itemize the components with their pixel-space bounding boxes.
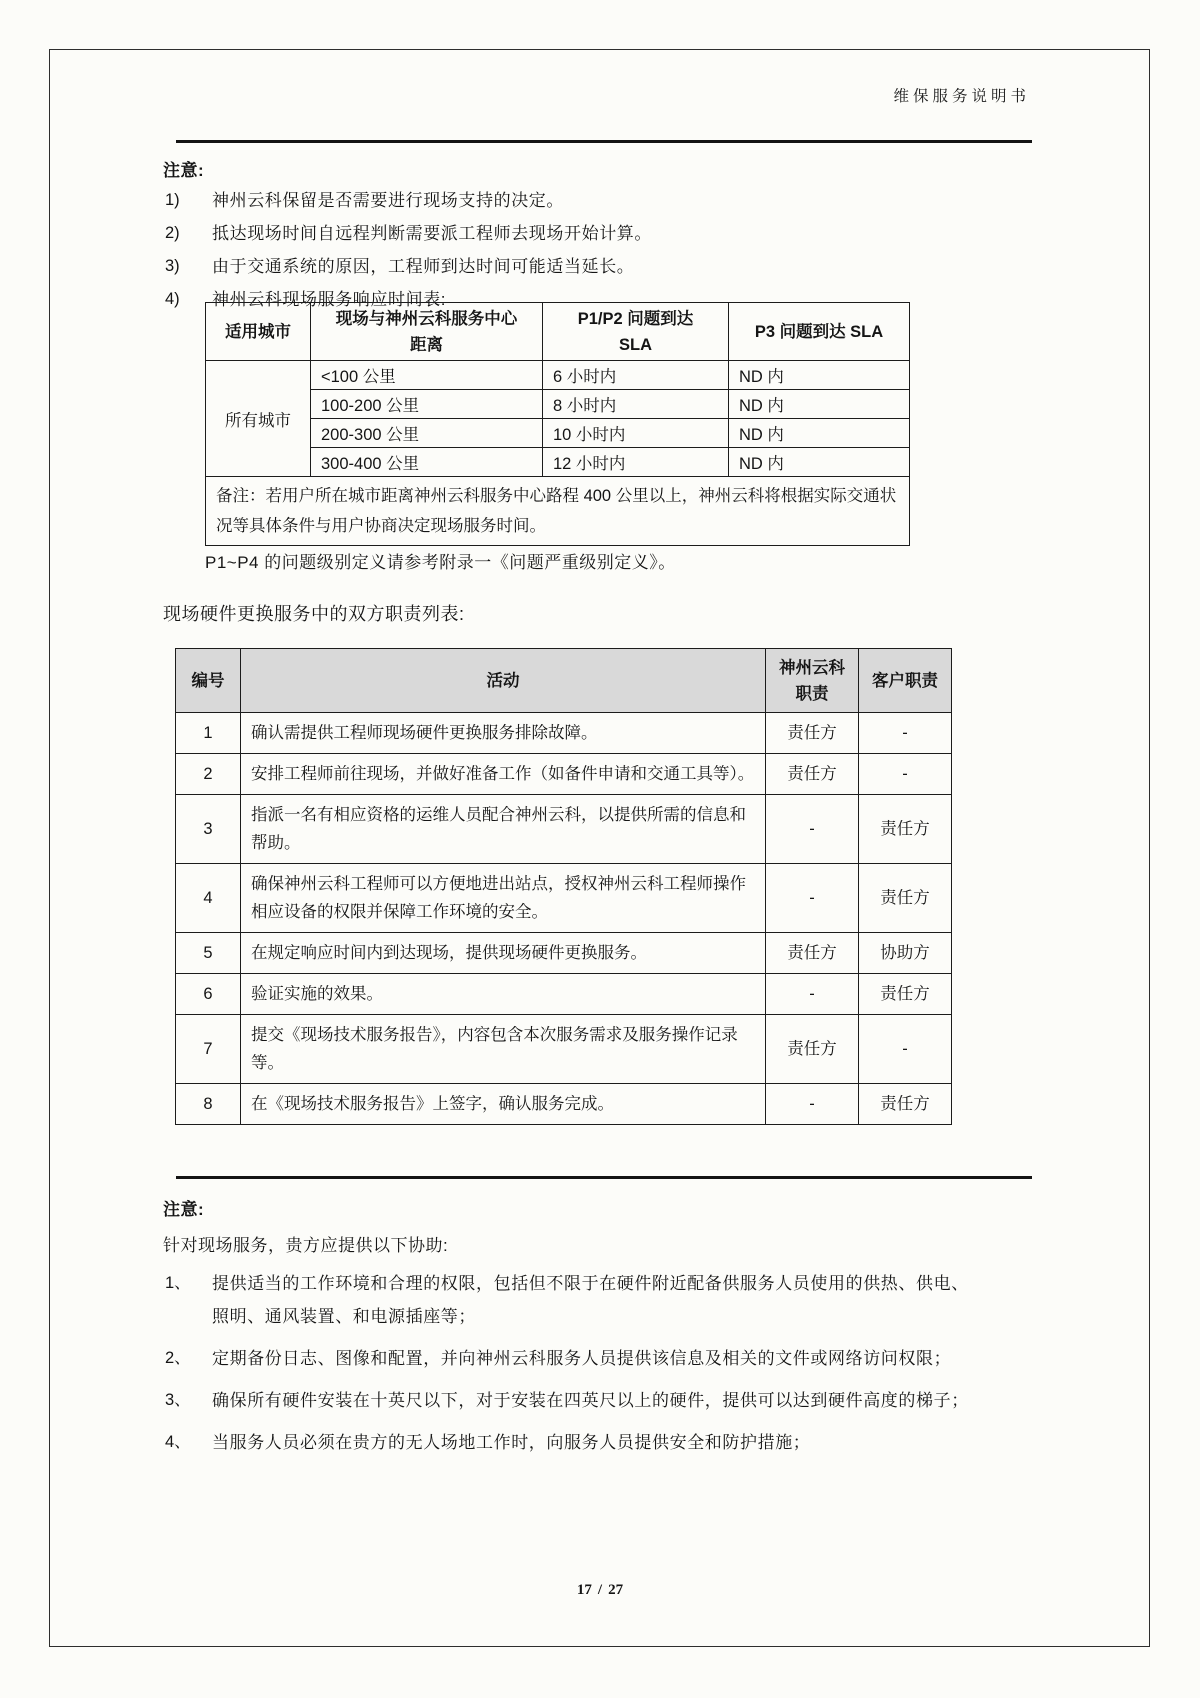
responsibility-table <box>175 648 952 1125</box>
activity-cell: 安排工程师前往现场，并做好准备工作（如备件申请和交通工具等）。 <box>241 754 766 795</box>
list-item-number: 4) <box>165 290 180 308</box>
list-item <box>165 184 652 217</box>
table-row <box>176 1015 952 1084</box>
list-item-number: 1) <box>165 191 180 209</box>
p12-sla-cell: 12 小时内 <box>543 448 729 477</box>
p12-sla-cell: 8 小时内 <box>543 390 729 419</box>
table-row <box>176 1084 952 1125</box>
page-number-separator: / <box>597 1582 603 1598</box>
list-item-text: 由于交通系统的原因，工程师到达时间可能适当延长。 <box>212 257 635 276</box>
p12-sla-cell: 6 小时内 <box>543 361 729 390</box>
sla-response-time-table <box>205 302 910 546</box>
row-number-cell: 3 <box>176 795 241 864</box>
list-item-number: 3、 <box>165 1391 191 1409</box>
table-row <box>176 795 952 864</box>
list-item-text: 抵达现场时间自远程判断需要派工程师去现场开始计算。 <box>212 224 652 243</box>
row-number-cell: 8 <box>176 1084 241 1125</box>
row-number-cell: 7 <box>176 1015 241 1084</box>
dc-responsibility-cell: 责任方 <box>766 933 859 974</box>
table-row <box>206 361 910 390</box>
table-row <box>176 754 952 795</box>
list-item-number: 3) <box>165 257 180 275</box>
customer-responsibility-cell: 责任方 <box>859 1084 952 1125</box>
p12-sla-cell: 10 小时内 <box>543 419 729 448</box>
column-header: 神州云科 职责 <box>766 649 859 713</box>
row-number-cell: 2 <box>176 754 241 795</box>
table-row <box>206 390 910 419</box>
priority-definition-note: P1~P4 的问题级别定义请参考附录一《问题严重级别定义》。 <box>205 553 676 572</box>
list-item-text: 提供适当的工作环境和合理的权限，包括但不限于在硬件附近配备供服务人员使用的供热、供电、照明、通风装置、和电源插座等； <box>212 1274 969 1326</box>
customer-responsibility-cell: 协助方 <box>859 933 952 974</box>
column-header: 客户职责 <box>859 649 952 713</box>
list-item-text: 神州云科保留是否需要进行现场支持的决定。 <box>212 191 564 210</box>
list-item <box>165 1267 977 1333</box>
table-row <box>206 448 910 477</box>
row-number-cell: 1 <box>176 713 241 754</box>
list-item-text: 当服务人员必须在贵方的无人场地工作时，向服务人员提供安全和防护措施； <box>212 1433 811 1452</box>
p3-sla-cell: ND 内 <box>729 390 910 419</box>
row-number-cell: 6 <box>176 974 241 1015</box>
page-number-current: 17 <box>576 1582 592 1598</box>
list-item-number: 4、 <box>165 1433 191 1451</box>
customer-responsibility-cell: - <box>859 713 952 754</box>
table-row <box>176 713 952 754</box>
distance-cell: 100-200 公里 <box>311 390 543 419</box>
column-header: P1/P2 问题到达 SLA <box>543 303 729 361</box>
row-number-cell: 4 <box>176 864 241 933</box>
dc-responsibility-cell: 责任方 <box>766 754 859 795</box>
table-row <box>206 419 910 448</box>
list-item-number: 1、 <box>165 1274 191 1292</box>
column-header: 适用城市 <box>206 303 311 361</box>
activity-cell: 在《现场技术服务报告》上签字，确认服务完成。 <box>241 1084 766 1125</box>
doc-header-title: 维保服务说明书 <box>893 88 1030 105</box>
table-header-row <box>206 303 910 361</box>
table-row <box>176 864 952 933</box>
page-number <box>0 1582 1200 1599</box>
section-divider-rule <box>176 1176 1032 1179</box>
header-rule <box>176 140 1032 143</box>
notice1-label: 注意: <box>163 161 205 180</box>
distance-cell: 200-300 公里 <box>311 419 543 448</box>
page-number-total: 27 <box>608 1582 624 1598</box>
dc-responsibility-cell: 责任方 <box>766 1015 859 1084</box>
list-item-text: 确保所有硬件安装在十英尺以下，对于安装在四英尺以上的硬件，提供可以达到硬件高度的梯子； <box>212 1391 969 1410</box>
list-item-number: 2、 <box>165 1349 191 1367</box>
activity-cell: 确保神州云科工程师可以方便地进出站点，授权神州云科工程师操作相应设备的权限并保障工作环境的安全。 <box>241 864 766 933</box>
distance-cell: <100 公里 <box>311 361 543 390</box>
dc-responsibility-cell: - <box>766 864 859 933</box>
dc-responsibility-cell: 责任方 <box>766 713 859 754</box>
customer-responsibility-cell: 责任方 <box>859 974 952 1015</box>
table-header-row <box>176 649 952 713</box>
activity-cell: 确认需提供工程师现场硬件更换服务排除故障。 <box>241 713 766 754</box>
list-item <box>165 1426 977 1459</box>
customer-responsibility-cell: 责任方 <box>859 864 952 933</box>
list-item <box>165 1384 977 1417</box>
column-header: P3 问题到达 SLA <box>729 303 910 361</box>
table-row <box>176 933 952 974</box>
dc-responsibility-cell: - <box>766 974 859 1015</box>
customer-responsibility-cell: - <box>859 1015 952 1084</box>
customer-responsibility-cell: 责任方 <box>859 795 952 864</box>
p3-sla-cell: ND 内 <box>729 419 910 448</box>
column-header: 编号 <box>176 649 241 713</box>
column-header: 活动 <box>241 649 766 713</box>
notice2-list <box>165 1267 977 1468</box>
notice2-label: 注意: <box>163 1200 205 1219</box>
dc-responsibility-cell: - <box>766 1084 859 1125</box>
section-title: 现场硬件更换服务中的双方职责列表: <box>163 604 465 624</box>
p3-sla-cell: ND 内 <box>729 361 910 390</box>
list-item <box>165 1342 977 1375</box>
table-note: 备注：若用户所在城市距离神州云科服务中心路程 400 公里以上，神州云科将根据实际交通状况等具体条件与用户协商决定现场服务时间。 <box>206 477 910 546</box>
notice2-intro: 针对现场服务，贵方应提供以下协助: <box>163 1236 449 1255</box>
customer-responsibility-cell: - <box>859 754 952 795</box>
dc-responsibility-cell: - <box>766 795 859 864</box>
activity-cell: 在规定响应时间内到达现场，提供现场硬件更换服务。 <box>241 933 766 974</box>
list-item <box>165 250 652 283</box>
list-item <box>165 217 652 250</box>
column-header: 现场与神州云科服务中心 距离 <box>311 303 543 361</box>
table-note-row <box>206 477 910 546</box>
activity-cell: 指派一名有相应资格的运维人员配合神州云科，以提供所需的信息和帮助。 <box>241 795 766 864</box>
table-row <box>176 974 952 1015</box>
list-item-text: 定期备份日志、图像和配置，并向神州云科服务人员提供该信息及相关的文件或网络访问权限； <box>212 1349 952 1368</box>
row-number-cell: 5 <box>176 933 241 974</box>
activity-cell: 验证实施的效果。 <box>241 974 766 1015</box>
list-item-text: 神州云科现场服务响应时间表: <box>212 290 447 309</box>
p3-sla-cell: ND 内 <box>729 448 910 477</box>
activity-cell: 提交《现场技术服务报告》，内容包含本次服务需求及服务操作记录等。 <box>241 1015 766 1084</box>
distance-cell: 300-400 公里 <box>311 448 543 477</box>
city-cell: 所有城市 <box>206 361 311 477</box>
list-item-number: 2) <box>165 224 180 242</box>
notice1-list <box>165 184 652 316</box>
